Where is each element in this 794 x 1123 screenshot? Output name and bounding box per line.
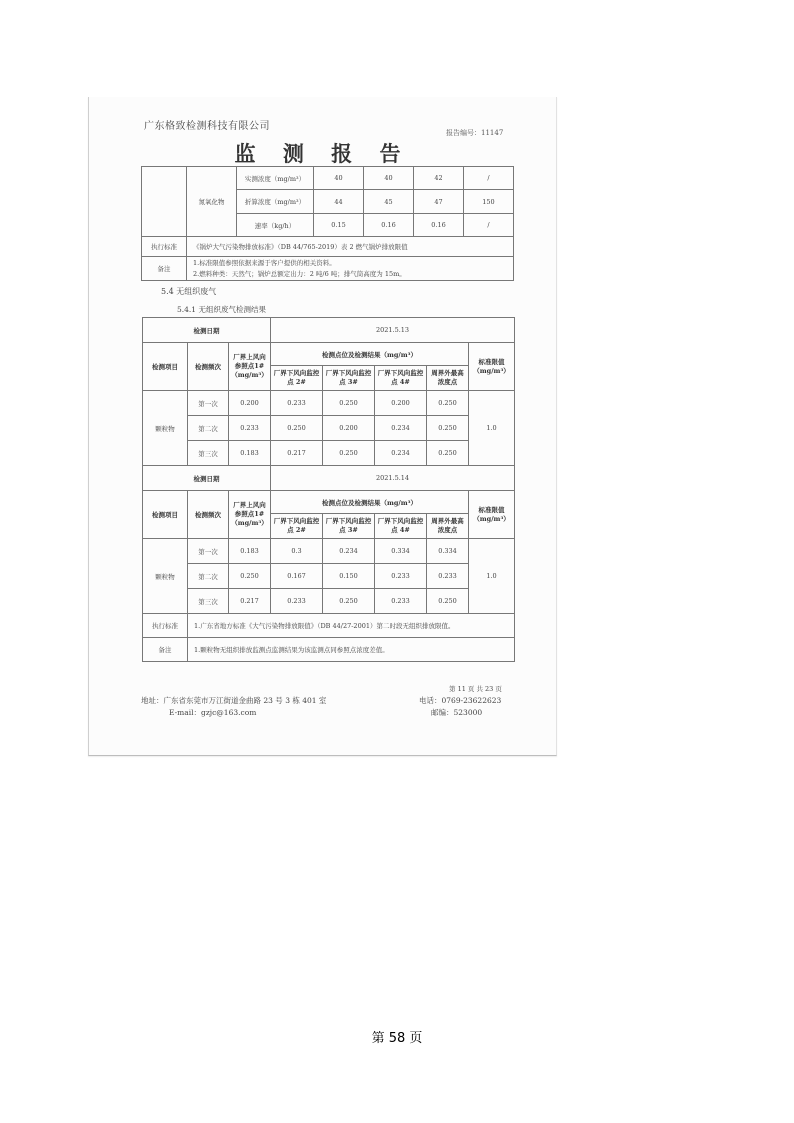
report-number: 报告编号：11147: [446, 129, 504, 137]
address-text: 地址：广东省东莞市万江街道金曲路 23 号 3 栋 401 室: [141, 696, 327, 705]
ref-point-label: 厂界上风向参照点1#（mg/m³）: [229, 491, 271, 539]
point-4-label: 厂界下风向监控点 4#: [375, 366, 427, 391]
freq-cell: 第三次: [188, 441, 229, 466]
phone-text: 电话：0769-23622623: [419, 696, 502, 705]
remark-label: 备注: [143, 638, 188, 662]
limit-label: 标准限值（mg/m³）: [469, 343, 515, 391]
blank-cell: [142, 167, 187, 237]
scanned-report-page: [88, 97, 557, 756]
pollutant-name: 颗粒物: [143, 539, 188, 614]
value-cell: 40: [364, 167, 414, 190]
value-cell: 0.217: [271, 441, 323, 466]
standard-text: 《锅炉大气污染物排放标准》（DB 44/765-2019）表 2 燃气锅炉排放限值: [187, 237, 514, 257]
date-label: 检测日期: [143, 466, 271, 491]
standard-text: 1.广东省地方标准《大气污染物排放限值》（DB 44/27-2001）第二时段无组织排放限值。: [188, 614, 515, 638]
limit-label: 标准限值（mg/m³）: [469, 491, 515, 539]
row-label: 折算浓度（mg/m³）: [237, 190, 314, 214]
value-cell: 0.167: [271, 564, 323, 589]
footer-address-block: [141, 695, 381, 719]
value-cell: 45: [364, 190, 414, 214]
boiler-emission-table: [141, 166, 514, 281]
value-cell: 0.250: [323, 391, 375, 416]
value-cell: 0.250: [271, 416, 323, 441]
remark-text: 1.颗粒物无组织排放监测点监测结果为该监测点同参照点浓度差值。: [188, 638, 515, 662]
date-label: 检测日期: [143, 318, 271, 343]
section-heading: 5.4 无组织废气: [161, 287, 217, 296]
value-cell: 0.234: [323, 539, 375, 564]
point-2-label: 厂界下风向监控点 2#: [271, 366, 323, 391]
ref-point-label: 厂界上风向参照点1#（mg/m³）: [229, 343, 271, 391]
freq-label: 检测频次: [188, 343, 229, 391]
points-label: 检测点位及检测结果（mg/m³）: [271, 491, 469, 514]
page-number: 第 58 页: [371, 1031, 423, 1046]
pollutant-name: 颗粒物: [143, 391, 188, 466]
value-cell: 0.3: [271, 539, 323, 564]
value-cell: 0.250: [229, 564, 271, 589]
email-text: E-mail：gzjc@163.com: [169, 708, 257, 717]
value-cell: 0.233: [271, 589, 323, 614]
value-cell: 0.183: [229, 539, 271, 564]
value-cell: 0.250: [323, 589, 375, 614]
value-cell: 0.250: [427, 416, 469, 441]
point-4-label: 厂界下风向监控点 4#: [375, 514, 427, 539]
freq-cell: 第三次: [188, 589, 229, 614]
value-cell: 0.217: [229, 589, 271, 614]
freq-cell: 第二次: [188, 416, 229, 441]
freq-cell: 第一次: [188, 539, 229, 564]
point-2-label: 厂界下风向监控点 2#: [271, 514, 323, 539]
value-cell: 0.16: [414, 214, 464, 237]
fugitive-emission-table: [142, 317, 515, 662]
remark-text: [187, 257, 514, 281]
freq-cell: 第二次: [188, 564, 229, 589]
value-cell: 0.334: [427, 539, 469, 564]
value-cell: 0.234: [375, 441, 427, 466]
value-cell: 0.200: [323, 416, 375, 441]
limit-cell: 150: [464, 190, 514, 214]
date-value: 2021.5.13: [271, 318, 515, 343]
remark-line: 2.燃料种类：天然气；锅炉总额定出力：2 吨/6 吨；排气筒高度为 15m。: [193, 269, 406, 278]
value-cell: 0.233: [375, 564, 427, 589]
value-cell: 44: [314, 190, 364, 214]
point-3-label: 厂界下风向监控点 3#: [323, 366, 375, 391]
company-name: 广东格致检测科技有限公司: [144, 121, 270, 132]
limit-value: 1.0: [469, 391, 515, 466]
report-title: 监 测 报 告: [234, 141, 411, 166]
value-cell: 0.334: [375, 539, 427, 564]
max-point-label: 周界外最高浓度点: [427, 366, 469, 391]
item-label: 检测项目: [143, 343, 188, 391]
page-of-total: 第 11 页 共 23 页: [449, 685, 502, 693]
standard-label: 执行标准: [142, 237, 187, 257]
value-cell: 0.200: [375, 391, 427, 416]
value-cell: 0.250: [323, 441, 375, 466]
value-cell: 0.250: [427, 391, 469, 416]
footer-contact-block: [419, 695, 501, 719]
points-label: 检测点位及检测结果（mg/m³）: [271, 343, 469, 366]
row-label: 实测浓度（mg/m³）: [237, 167, 314, 190]
value-cell: 0.16: [364, 214, 414, 237]
value-cell: 0.233: [427, 564, 469, 589]
row-label: 速率（kg/h）: [237, 214, 314, 237]
point-3-label: 厂界下风向监控点 3#: [323, 514, 375, 539]
item-label: 检测项目: [143, 491, 188, 539]
value-cell: 47: [414, 190, 464, 214]
value-cell: 0.183: [229, 441, 271, 466]
freq-label: 检测频次: [188, 491, 229, 539]
freq-cell: 第一次: [188, 391, 229, 416]
value-cell: 42: [414, 167, 464, 190]
max-point-label: 周界外最高浓度点: [427, 514, 469, 539]
value-cell: 0.233: [375, 589, 427, 614]
limit-value: 1.0: [469, 539, 515, 614]
remark-label: 备注: [142, 257, 187, 281]
postcode-text: 邮编：523000: [431, 708, 483, 717]
limit-cell: /: [464, 214, 514, 237]
date-value: 2021.5.14: [271, 466, 515, 491]
subsection-heading: 5.4.1 无组织废气检测结果: [177, 305, 266, 314]
value-cell: 0.250: [427, 589, 469, 614]
limit-cell: /: [464, 167, 514, 190]
pollutant-name: 氮氧化物: [187, 167, 237, 237]
standard-label: 执行标准: [143, 614, 188, 638]
value-cell: 0.233: [229, 416, 271, 441]
value-cell: 0.250: [427, 441, 469, 466]
value-cell: 40: [314, 167, 364, 190]
value-cell: 0.150: [323, 564, 375, 589]
value-cell: 0.15: [314, 214, 364, 237]
value-cell: 0.200: [229, 391, 271, 416]
value-cell: 0.233: [271, 391, 323, 416]
value-cell: 0.234: [375, 416, 427, 441]
remark-line: 1.标准限值参照依据来源于客户提供的相关资料。: [193, 258, 336, 267]
